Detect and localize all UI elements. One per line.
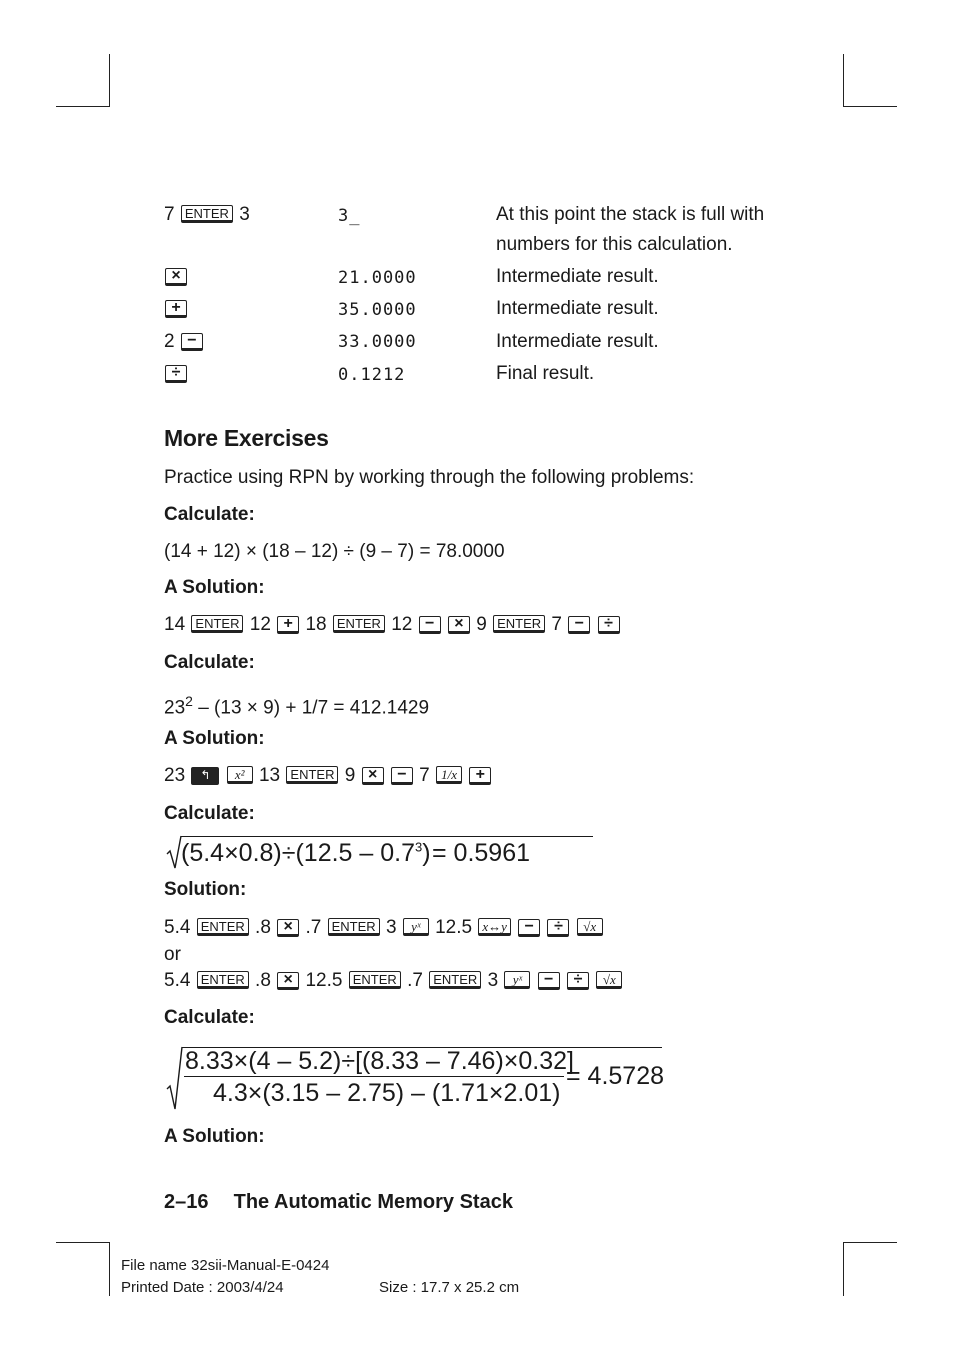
page-number: 2–16 bbox=[164, 1191, 209, 1213]
ex2-keystrokes bbox=[164, 765, 492, 787]
keystroke-number: 5.4 bbox=[164, 917, 191, 938]
square-root-key: √x bbox=[577, 918, 603, 936]
ex4-result: = 4.5728 bbox=[566, 1062, 665, 1090]
page-footer bbox=[164, 1191, 513, 1213]
solution-label: A Solution: bbox=[164, 728, 265, 749]
enter-key: ENTER bbox=[349, 971, 401, 989]
fraction-bar bbox=[184, 1076, 564, 1077]
calculate-label: Calculate: bbox=[164, 652, 255, 673]
solution-label: Solution: bbox=[164, 879, 247, 900]
stack-row-display: 33.0000 bbox=[338, 332, 417, 352]
calculate-label: Calculate: bbox=[164, 1007, 255, 1028]
keystroke-number: .7 bbox=[407, 970, 423, 991]
stack-row-keys bbox=[164, 363, 188, 385]
keystroke-number: 3 bbox=[385, 917, 397, 938]
keystroke-number: 7 bbox=[419, 765, 430, 786]
enter-key: ENTER bbox=[493, 615, 545, 633]
minus-key: − bbox=[181, 333, 203, 351]
crop-mark-bottom-left-v bbox=[109, 1242, 110, 1296]
ex3-exponent: 3 bbox=[415, 839, 423, 855]
multiply-key: × bbox=[277, 919, 299, 937]
swap-xy-key: x↔y bbox=[478, 918, 511, 936]
keystroke-number: 14 bbox=[164, 614, 186, 635]
ex3-keystrokes-2 bbox=[164, 970, 623, 992]
stack-row-keys bbox=[164, 204, 250, 226]
section-title: More Exercises bbox=[164, 425, 329, 451]
keystroke-number: 12 bbox=[391, 614, 413, 635]
crop-mark-bottom-right-v bbox=[843, 1242, 844, 1296]
stack-row-display: 0.1212 bbox=[338, 365, 406, 385]
keystroke-number: 23 bbox=[164, 765, 186, 786]
divide-key: ÷ bbox=[165, 365, 187, 383]
stack-row-display: 21.0000 bbox=[338, 268, 417, 288]
x-squared-key: x² bbox=[227, 766, 253, 784]
stack-row-keys bbox=[164, 266, 188, 288]
file-name: File name 32sii-Manual-E-0424 bbox=[121, 1257, 330, 1274]
minus-key: − bbox=[568, 616, 590, 634]
solution-label: A Solution: bbox=[164, 577, 265, 598]
plus-key: + bbox=[165, 300, 187, 318]
keystroke-number: 13 bbox=[258, 765, 281, 786]
crop-mark-bottom-right-h bbox=[843, 1242, 897, 1243]
page-size: Size : 17.7 x 25.2 cm bbox=[379, 1279, 520, 1296]
divide-key: ÷ bbox=[547, 919, 569, 937]
ex3-keystrokes-1 bbox=[164, 917, 604, 939]
stack-row-keys bbox=[164, 331, 204, 353]
section-intro: Practice using RPN by working through the following problems: bbox=[164, 467, 695, 488]
ex2-base: 23 bbox=[164, 697, 186, 719]
keystroke-number: 9 bbox=[476, 614, 487, 635]
keystroke-number: .8 bbox=[255, 970, 271, 991]
or-text: or bbox=[164, 944, 181, 965]
minus-key: − bbox=[538, 972, 560, 990]
crop-mark-top-left-v bbox=[109, 54, 110, 107]
calculate-label: Calculate: bbox=[164, 504, 255, 525]
left-shift-key: ↰ bbox=[191, 767, 219, 785]
crop-mark-top-right-h bbox=[843, 106, 897, 107]
ex3-close-paren: ) bbox=[422, 839, 431, 867]
power-key: yˣ bbox=[403, 918, 429, 936]
minus-key: − bbox=[419, 616, 441, 634]
plus-key: + bbox=[277, 616, 299, 634]
keystroke-number: 5.4 bbox=[164, 970, 191, 991]
ex1-keystrokes bbox=[164, 614, 621, 636]
enter-key: ENTER bbox=[197, 971, 249, 989]
stack-row-display: 35.0000 bbox=[338, 300, 417, 320]
keystroke-number: .8 bbox=[255, 917, 271, 938]
ex4-formula bbox=[166, 1043, 666, 1111]
reciprocal-key: 1/x bbox=[436, 766, 462, 784]
stack-row-keys bbox=[164, 298, 188, 320]
keystroke-number: .7 bbox=[305, 917, 322, 938]
crop-mark-bottom-left-h bbox=[56, 1242, 110, 1243]
key-digit: 2 bbox=[164, 331, 175, 352]
multiply-key: × bbox=[165, 268, 187, 286]
minus-key: − bbox=[391, 767, 413, 785]
stack-row-desc: Final result. bbox=[496, 363, 595, 384]
stack-row-desc: Intermediate result. bbox=[496, 266, 659, 287]
keystroke-number: 3 bbox=[487, 970, 499, 991]
stack-row-desc: At this point the stack is full with bbox=[496, 204, 765, 225]
ex1-expression: (14 + 12) × (18 – 12) ÷ (9 – 7) = 78.0000 bbox=[164, 541, 505, 562]
stack-row-desc: numbers for this calculation. bbox=[496, 234, 733, 255]
sqrt-sign-icon bbox=[166, 834, 182, 870]
multiply-key: × bbox=[448, 616, 470, 634]
keystroke-number: 12 bbox=[249, 614, 271, 635]
minus-key: − bbox=[518, 919, 540, 937]
stack-row-desc: Intermediate result. bbox=[496, 298, 659, 319]
multiply-key: × bbox=[277, 972, 299, 990]
ex2-exponent: 2 bbox=[185, 693, 193, 709]
key-digit: 7 bbox=[164, 204, 175, 225]
ex3-result: = 0.5961 bbox=[432, 839, 531, 867]
plus-key: + bbox=[469, 767, 491, 785]
stack-row-display: 3_ bbox=[338, 206, 361, 226]
keystroke-number: 12.5 bbox=[435, 917, 473, 938]
keystroke-number: 9 bbox=[344, 765, 356, 786]
multiply-key: × bbox=[362, 767, 384, 785]
stack-row-desc: Intermediate result. bbox=[496, 331, 659, 352]
crop-mark-top-left-h bbox=[56, 106, 110, 107]
ex4-numerator: 8.33×(4 – 5.2)÷[(8.33 – 7.46)×0.32] bbox=[185, 1047, 574, 1075]
divide-key: ÷ bbox=[598, 616, 620, 634]
keystroke-number: 18 bbox=[305, 614, 327, 635]
ex4-denominator: 4.3×(3.15 – 2.75) – (1.71×2.01) bbox=[213, 1079, 561, 1107]
solution-label: A Solution: bbox=[164, 1126, 265, 1147]
keystroke-number: 7 bbox=[551, 614, 562, 635]
enter-key: ENTER bbox=[286, 766, 338, 784]
keystroke-number: 12.5 bbox=[305, 970, 343, 991]
ex2-rest: – (13 × 9) + 1/7 = 412.1429 bbox=[192, 697, 430, 719]
crop-mark-top-right-v bbox=[843, 54, 844, 107]
sqrt-sign-icon bbox=[166, 1043, 184, 1111]
ex3-under-root bbox=[181, 839, 431, 868]
printed-date: Printed Date : 2003/4/24 bbox=[121, 1279, 284, 1296]
enter-key: ENTER bbox=[333, 615, 385, 633]
chapter-title: The Automatic Memory Stack bbox=[233, 1191, 513, 1213]
sqrt-vinculum bbox=[181, 836, 593, 837]
enter-key: ENTER bbox=[197, 918, 249, 936]
ex3-radicand: (5.4×0.8)÷(12.5 – 0.7 bbox=[181, 839, 416, 867]
enter-key: ENTER bbox=[328, 918, 380, 936]
power-key: yˣ bbox=[504, 971, 530, 989]
divide-key: ÷ bbox=[567, 972, 589, 990]
enter-key: ENTER bbox=[181, 205, 233, 223]
enter-key: ENTER bbox=[191, 615, 243, 633]
ex2-expression bbox=[164, 690, 429, 719]
calculate-label: Calculate: bbox=[164, 803, 255, 824]
square-root-key: √x bbox=[596, 971, 622, 989]
key-digit: 3 bbox=[239, 204, 250, 225]
enter-key: ENTER bbox=[429, 971, 481, 989]
